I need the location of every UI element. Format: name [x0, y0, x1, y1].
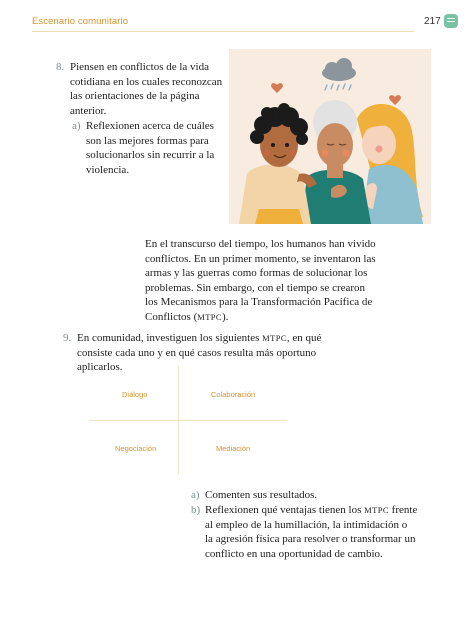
grid-cell-label: Diálogo: [122, 390, 148, 399]
subitem-letter: a): [72, 120, 81, 132]
subitem-letter: a): [191, 489, 200, 501]
subitem-text: Reflexionen acerca de cuáles son las mejores formas para solucionarlos sin recurrir a la violencia.: [86, 120, 215, 176]
info-paragraph: En el transcurso del tiempo, los humanos han vivido conflictos. En un primer momento, se inventaron las armas y las guerras como formas de solucionar los problemas. Sin embargo, con el tiempo se crearon los Mecanismos para la Transformación Pacífica de Conflictos (MTPC).: [145, 238, 376, 323]
header-rule: [32, 31, 414, 32]
subitem-text: Comenten sus resultados.: [205, 489, 318, 501]
subitem-letter: b): [191, 504, 201, 516]
page-number: 217: [424, 16, 441, 27]
item-text: En comunidad, investiguen los siguientes MTPC, en qué consiste cada uno y en qué casos resulta más oportuno aplicarlos.: [77, 332, 322, 374]
item-number: 9.: [63, 332, 72, 344]
grid-divider: [89, 420, 287, 421]
friends-hug-illustration: [229, 49, 431, 224]
illustration: [229, 49, 431, 224]
section-title: Escenario comunitario: [32, 16, 129, 27]
rain-cloud-icon: [322, 58, 356, 90]
book-icon: [444, 14, 458, 28]
grid-cell-label: Negociación: [115, 444, 157, 453]
item-number: 8.: [56, 61, 65, 73]
subitem-text: Reflexionen qué ventajas tienen los MTPC frente al empleo de la humillación, la intimidación o la agresión física para resolver o transformar un conflicto en una oportunidad de cambio.: [205, 504, 418, 560]
item-text: Piensen en conflictos de la vida cotidiana en los cuales reconozcan las orientaciones de la página anterior.: [70, 61, 223, 117]
grid-cell-label: Colaboración: [211, 390, 256, 399]
mechanisms-grid: [89, 366, 287, 474]
grid-cell-label: Mediación: [216, 444, 251, 453]
